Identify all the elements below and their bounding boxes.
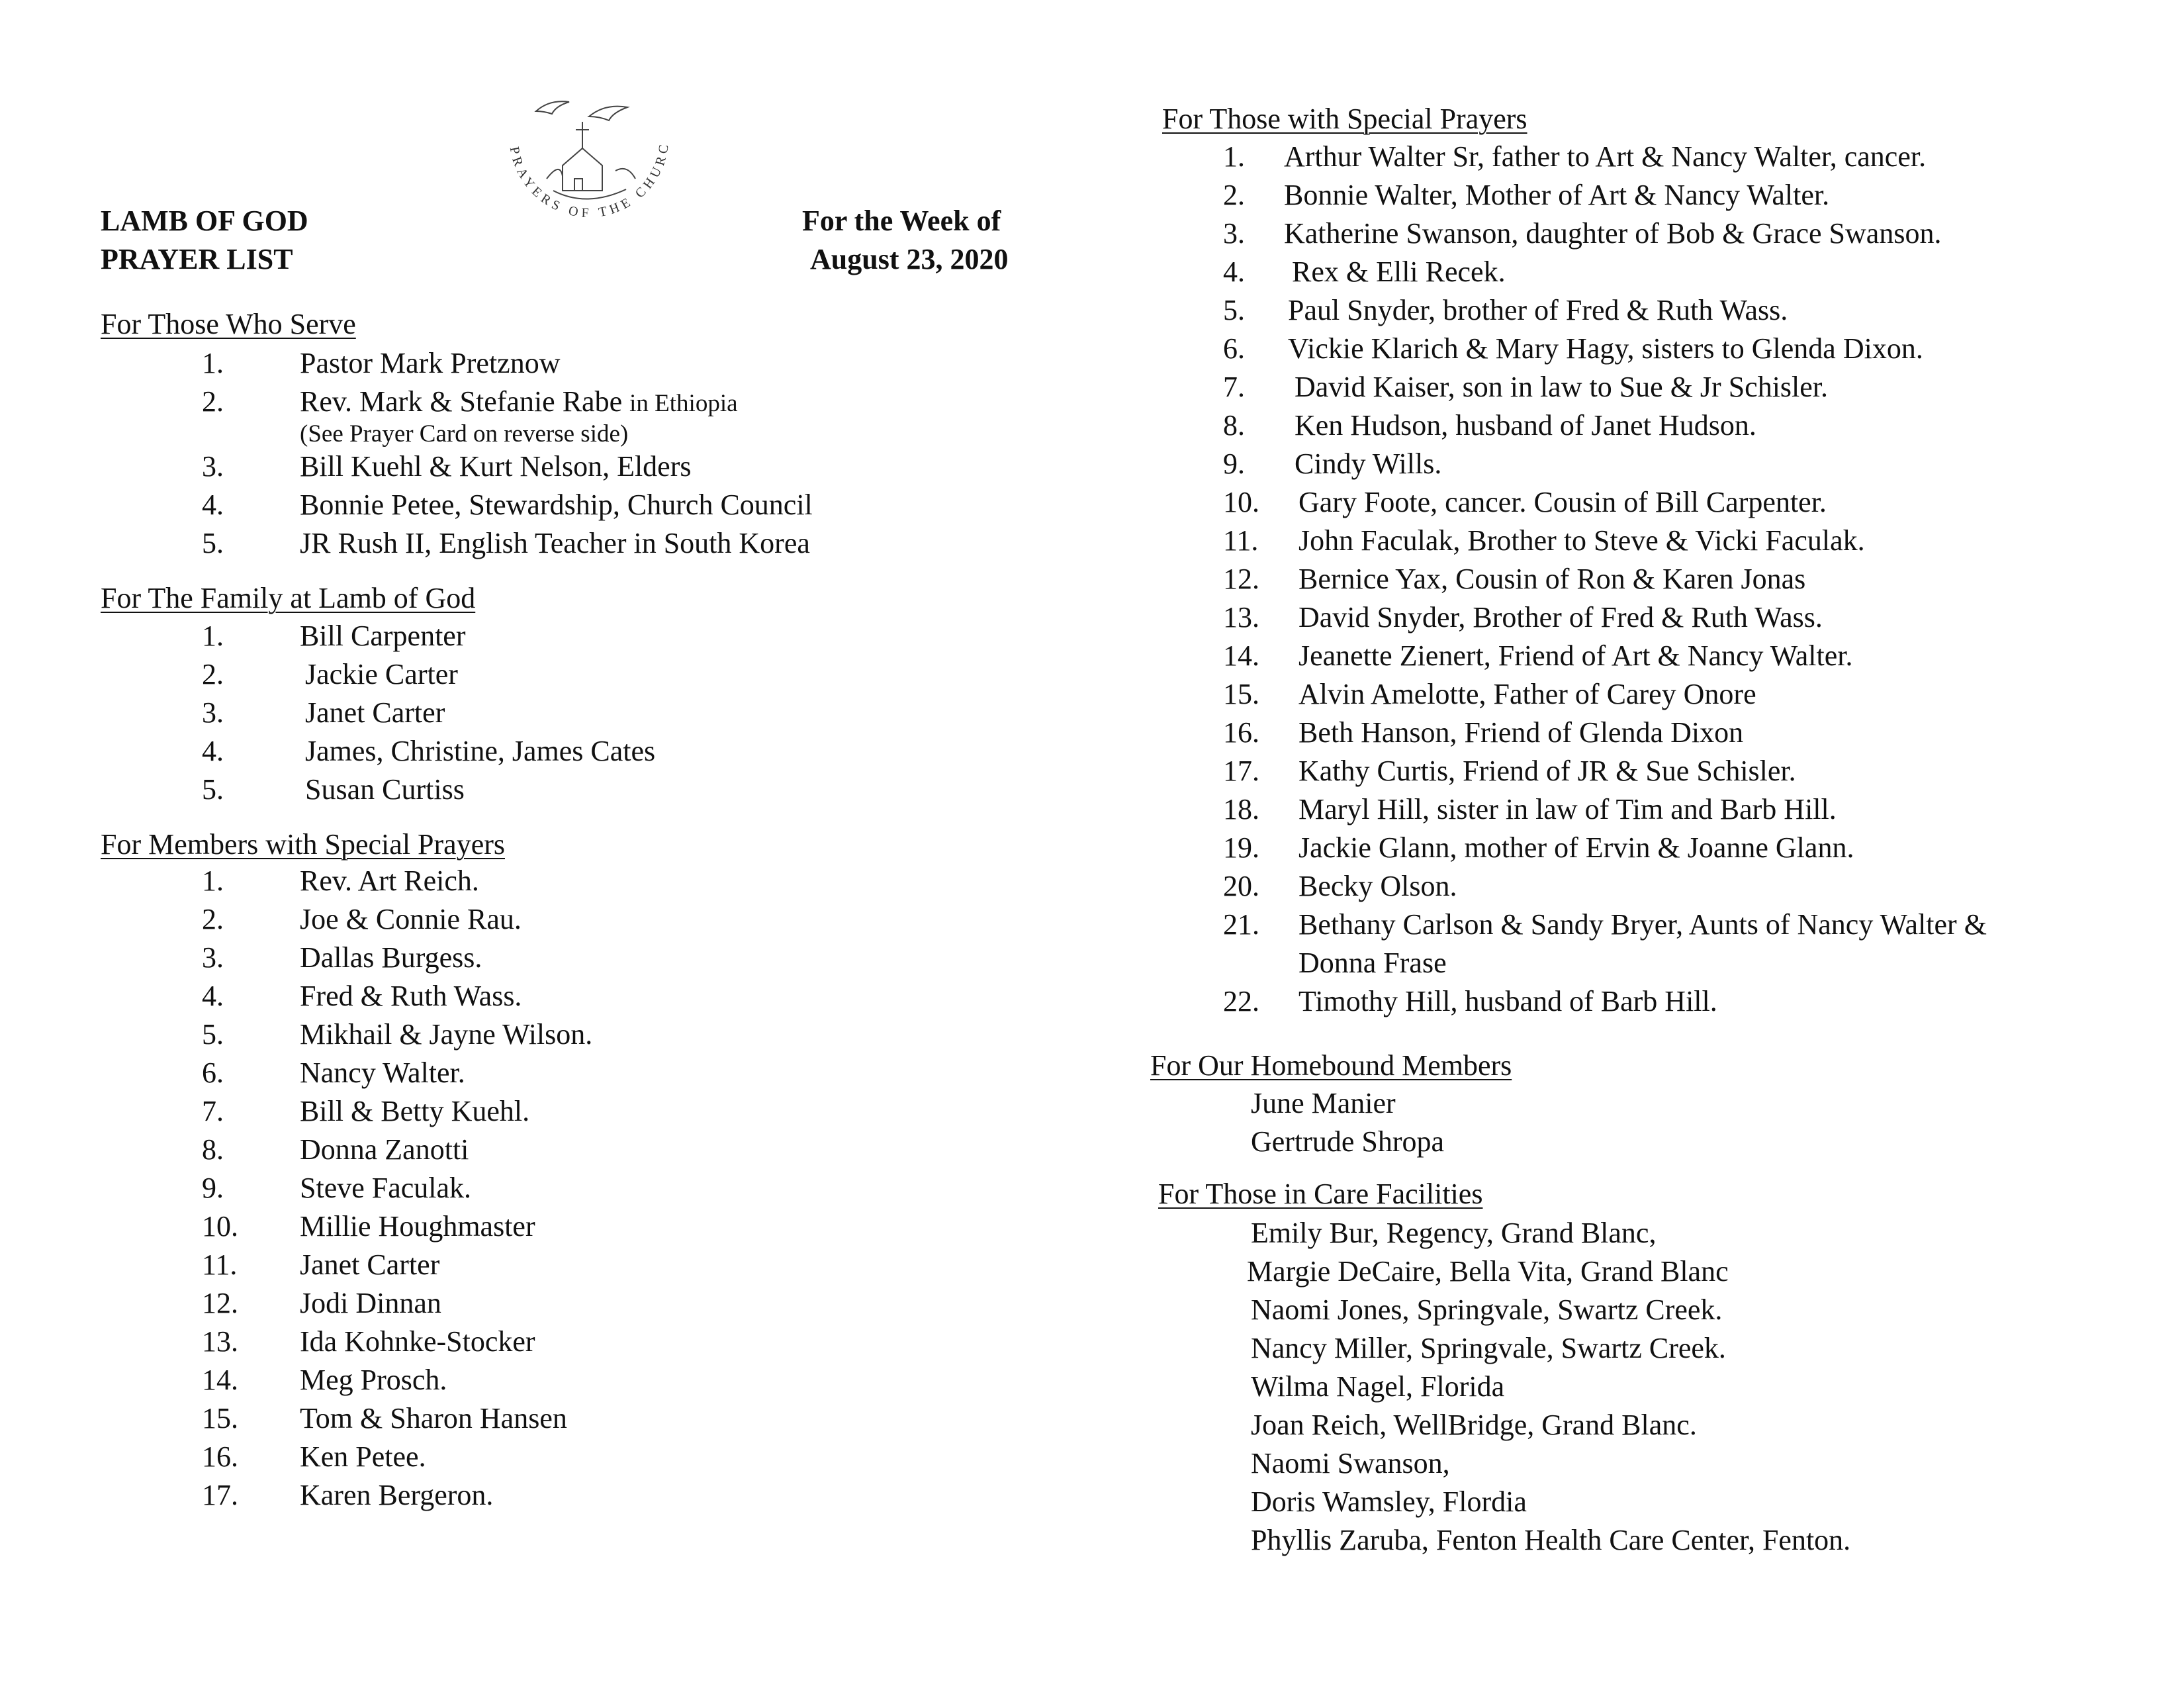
list-item: 17. Karen Bergeron. (202, 1479, 494, 1511)
list-item: 7. David Kaiser, son in law to Sue & Jr Schisler. (1223, 371, 1829, 403)
list-item: 14. Meg Prosch. (202, 1364, 447, 1396)
list-item: 13. Ida Kohnke-Stocker (202, 1325, 535, 1358)
list-item: 1. Rev. Art Reich. (202, 865, 479, 897)
list-item: 3. Bill Kuehl & Kurt Nelson, Elders (202, 450, 692, 483)
section-heading-family: For The Family at Lamb of God (101, 582, 476, 614)
list-item: 5. Paul Snyder, brother of Fred & Ruth Wass. (1223, 294, 1788, 326)
list-item: Gertrude Shropa (1251, 1125, 1445, 1158)
list-item: 2. Jackie Carter (202, 658, 458, 690)
list-item: 3. Katherine Swanson, daughter of Bob & Grace Swanson. (1223, 217, 1942, 250)
list-item: 14. Jeanette Zienert, Friend of Art & Nancy Walter. (1223, 639, 1853, 672)
list-item: Naomi Swanson, (1251, 1447, 1450, 1479)
list-item: 5. Mikhail & Jayne Wilson. (202, 1018, 593, 1051)
list-item: 8. Ken Hudson, husband of Janet Hudson. (1223, 409, 1756, 442)
list-item: 21. Bethany Carlson & Sandy Bryer, Aunts of Nancy Walter & (1223, 908, 1987, 941)
list-item: 9. Cindy Wills. (1223, 447, 1442, 480)
list-item: Wilma Nagel, Florida (1251, 1370, 1505, 1403)
list-item: 16. Ken Petee. (202, 1440, 426, 1473)
list-item: 10. Millie Houghmaster (202, 1210, 535, 1243)
prayers-of-the-church-logo (490, 91, 688, 250)
prayer-card-note: (See Prayer Card on reverse side) (300, 420, 629, 447)
list-title-church: LAMB OF GOD (101, 205, 308, 237)
care-list (1247, 1214, 1851, 1560)
list-item: 13. David Snyder, Brother of Fred & Ruth Wass. (1223, 601, 1823, 633)
list-title-prayer-list: PRAYER LIST (101, 243, 293, 275)
list-item: 1. Bill Carpenter (202, 620, 466, 652)
list-item: Nancy Miller, Springvale, Swartz Creek. (1251, 1332, 1726, 1364)
list-item: 1. Arthur Walter Sr, father to Art & Nancy Walter, cancer. (1223, 140, 1927, 173)
list-item-continuation: Donna Frase (1298, 947, 1447, 979)
list-item: 11. Janet Carter (202, 1248, 440, 1281)
list-item: 17. Kathy Curtis, Friend of JR & Sue Schisler. (1223, 755, 1796, 787)
list-item: 15. Tom & Sharon Hansen (202, 1402, 567, 1434)
list-item: 6. Vickie Klarich & Mary Hagy, sisters to Glenda Dixon. (1223, 332, 1923, 365)
list-item: 19. Jackie Glann, mother of Ervin & Joanne Glann. (1223, 831, 1854, 864)
list-item: 20. Becky Olson. (1223, 870, 1457, 902)
list-item: Phyllis Zaruba, Fenton Health Care Center, Fenton. (1251, 1524, 1851, 1556)
list-item: 10. Gary Foote, cancer. Cousin of Bill Carpenter. (1223, 486, 1827, 518)
church-dove-icon (490, 91, 688, 250)
list-item: 22. Timothy Hill, husband of Barb Hill. (1223, 985, 1717, 1017)
section-heading-care: For Those in Care Facilities (1158, 1178, 1483, 1210)
week-label: For the Week of (802, 205, 1001, 237)
list-item: 16. Beth Hanson, Friend of Glenda Dixon (1223, 716, 1744, 749)
week-date: August 23, 2020 (810, 243, 1009, 275)
list-item: 5. JR Rush II, English Teacher in South Korea (202, 527, 810, 559)
list-item: Doris Wamsley, Flordia (1251, 1485, 1527, 1518)
section-heading-special: For Those with Special Prayers (1162, 103, 1527, 135)
members-list (202, 862, 1062, 1515)
list-item: 4. Rex & Elli Recek. (1223, 256, 1506, 288)
family-list (202, 617, 1062, 809)
list-item: 2. Bonnie Walter, Mother of Art & Nancy Walter. (1223, 179, 1830, 211)
list-item: 12. Jodi Dinnan (202, 1287, 441, 1319)
list-item: 18. Maryl Hill, sister in law of Tim and Barb Hill. (1223, 793, 1837, 825)
list-item: Joan Reich, WellBridge, Grand Blanc. (1251, 1409, 1697, 1441)
section-heading-members: For Members with Special Prayers (101, 828, 505, 861)
svg-text:PRAYERS OF THE CHURCH (490, 91, 672, 220)
homebound-list (1251, 1084, 1444, 1161)
list-item: 2. Rev. Mark & Stefanie Rabe in Ethiopia (202, 385, 738, 418)
list-item: 9. Steve Faculak. (202, 1172, 472, 1204)
list-item: 15. Alvin Amelotte, Father of Carey Onore (1223, 678, 1756, 710)
list-item: 4. Fred & Ruth Wass. (202, 980, 522, 1012)
list-item: June Manier (1251, 1087, 1396, 1119)
list-item: 11. John Faculak, Brother to Steve & Vicki Faculak. (1223, 524, 1865, 557)
list-item: 4. Bonnie Petee, Stewardship, Church Council (202, 489, 813, 521)
list-item: 3. Janet Carter (202, 696, 445, 729)
section-heading-serve: For Those Who Serve (101, 308, 356, 340)
list-item: 12. Bernice Yax, Cousin of Ron & Karen Jonas (1223, 563, 1806, 595)
list-item: 7. Bill & Betty Kuehl. (202, 1095, 530, 1127)
serve-list (202, 344, 1062, 563)
list-item: Margie DeCaire, Bella Vita, Grand Blanc (1247, 1255, 1729, 1288)
list-item: 1. Pastor Mark Pretznow (202, 347, 561, 379)
list-item: Naomi Jones, Springvale, Swartz Creek. (1251, 1293, 1723, 1326)
section-heading-homebound: For Our Homebound Members (1150, 1049, 1512, 1082)
list-item: 3. Dallas Burgess. (202, 941, 482, 974)
logo-text: PRAYERS OF THE CHURC (506, 140, 672, 221)
list-item: Emily Bur, Regency, Grand Blanc, (1251, 1217, 1657, 1249)
list-item: 4. James, Christine, James Cates (202, 735, 656, 767)
special-list (1223, 138, 2163, 1021)
list-item: 5. Susan Curtiss (202, 773, 465, 806)
list-item: 6. Nancy Walter. (202, 1056, 465, 1089)
list-item: 8. Donna Zanotti (202, 1133, 469, 1166)
list-item: 2. Joe & Connie Rau. (202, 903, 522, 935)
